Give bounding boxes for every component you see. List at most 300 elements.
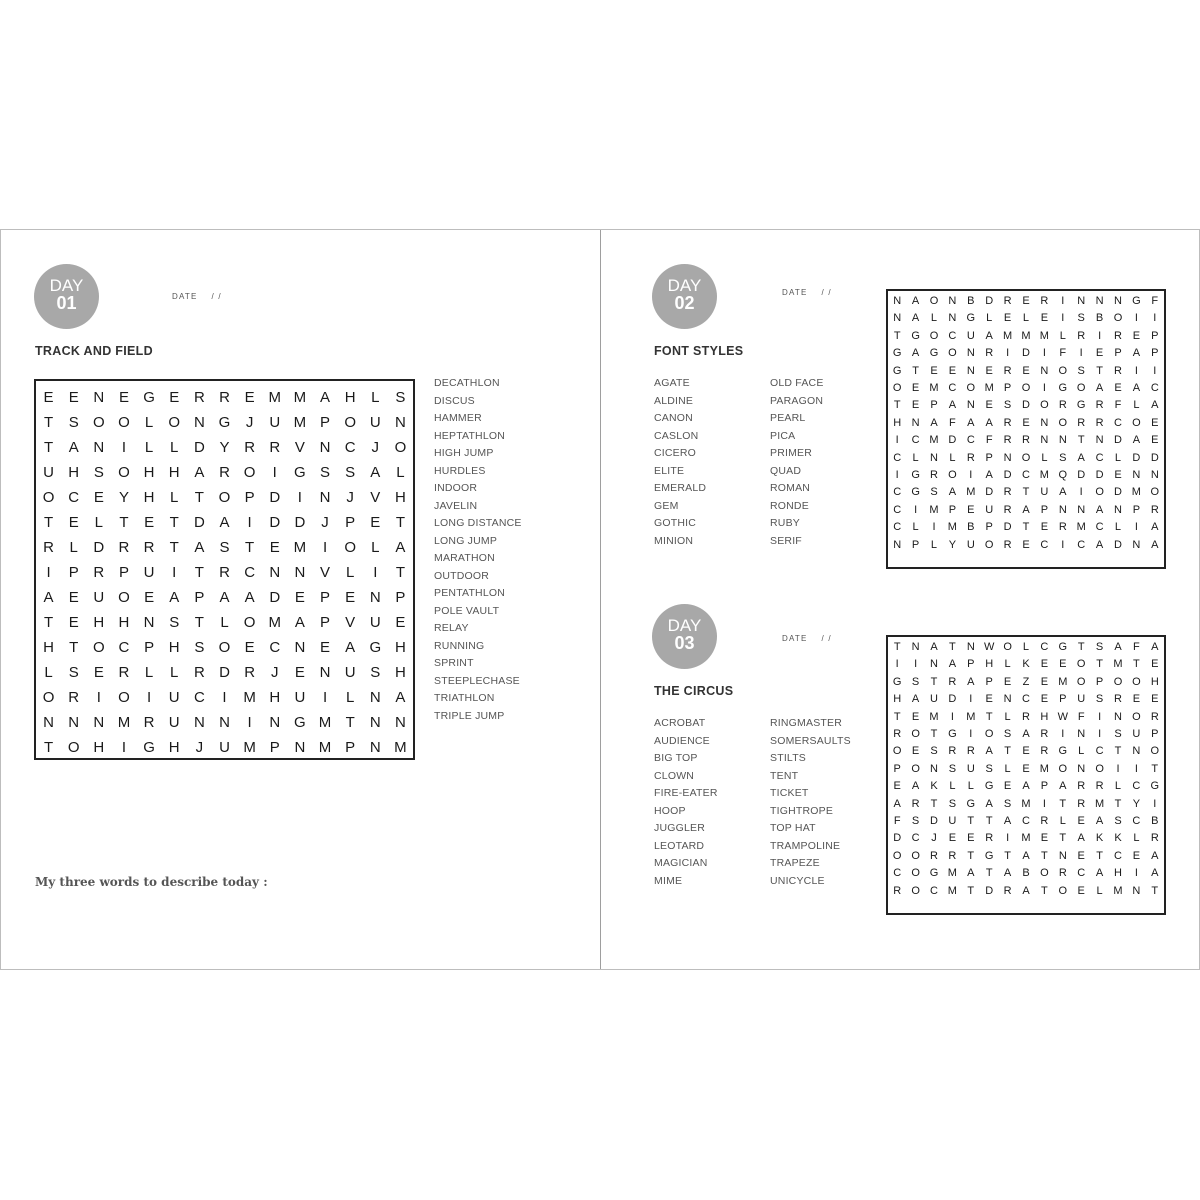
grid-letter[interactable]: N [930, 762, 938, 775]
grid-letter[interactable]: N [1077, 728, 1086, 741]
grid-letter[interactable]: H [1114, 867, 1122, 880]
grid-letter[interactable]: G [892, 675, 902, 688]
grid-letter[interactable]: E [93, 489, 104, 506]
grid-letter[interactable]: T [1114, 797, 1122, 810]
grid-letter[interactable]: N [966, 347, 975, 360]
grid-letter[interactable]: U [966, 762, 975, 775]
grid-letter[interactable]: S [370, 664, 381, 681]
grid-letter[interactable]: E [244, 639, 255, 656]
grid-letter[interactable]: I [121, 439, 127, 456]
grid-letter[interactable]: J [371, 439, 380, 456]
grid-letter[interactable]: N [193, 714, 205, 731]
grid-letter[interactable]: L [986, 312, 993, 325]
grid-letter[interactable]: R [1003, 416, 1012, 429]
grid-letter[interactable]: N [930, 451, 938, 464]
grid-letter[interactable]: O [1132, 710, 1141, 723]
grid-letter[interactable]: R [1077, 416, 1086, 429]
grid-letter[interactable]: D [893, 832, 902, 845]
grid-letter[interactable]: M [293, 389, 307, 406]
grid-letter[interactable]: A [1022, 849, 1030, 862]
grid-letter[interactable]: E [1003, 780, 1012, 793]
grid-letter[interactable]: C [893, 486, 902, 499]
grid-letter[interactable]: E [1003, 675, 1012, 688]
grid-letter[interactable]: N [294, 564, 306, 581]
grid-letter[interactable]: O [1095, 762, 1104, 775]
grid-letter[interactable]: L [1133, 399, 1140, 412]
grid-letter[interactable]: O [984, 728, 994, 741]
grid-letter[interactable]: A [1022, 728, 1030, 741]
grid-letter[interactable]: I [1042, 347, 1046, 360]
grid-letter[interactable]: A [1151, 849, 1159, 862]
grid-letter[interactable]: T [967, 815, 975, 828]
grid-letter[interactable]: R [985, 347, 994, 360]
grid-letter[interactable]: M [1039, 469, 1049, 482]
grid-letter[interactable]: G [948, 728, 957, 741]
grid-letter[interactable]: R [948, 849, 957, 862]
grid-letter[interactable]: U [43, 464, 54, 481]
grid-letter[interactable]: R [948, 675, 957, 688]
grid-letter[interactable]: N [1114, 295, 1122, 307]
grid-letter[interactable]: N [93, 714, 105, 731]
grid-letter[interactable]: A [1022, 780, 1030, 793]
grid-letter[interactable]: E [911, 710, 920, 723]
grid-letter[interactable]: T [1022, 486, 1030, 499]
grid-letter[interactable]: E [144, 589, 155, 606]
grid-letter[interactable]: C [911, 434, 920, 447]
grid-letter[interactable]: G [294, 714, 306, 731]
grid-letter[interactable]: A [911, 295, 920, 307]
grid-letter[interactable]: U [985, 503, 994, 516]
grid-letter[interactable]: S [911, 815, 920, 828]
grid-letter[interactable]: U [168, 714, 180, 731]
grid-letter[interactable]: J [195, 739, 204, 756]
grid-letter[interactable]: A [1095, 867, 1104, 880]
grid-letter[interactable]: P [1151, 728, 1159, 741]
grid-letter[interactable]: R [219, 464, 230, 481]
grid-letter[interactable]: U [219, 739, 230, 756]
grid-letter[interactable]: E [1095, 347, 1104, 360]
grid-letter[interactable]: N [1132, 745, 1141, 758]
grid-letter[interactable]: T [395, 564, 405, 581]
grid-letter[interactable]: O [948, 347, 957, 360]
grid-letter[interactable]: O [1058, 364, 1068, 377]
grid-letter[interactable]: G [1058, 382, 1068, 395]
grid-letter[interactable]: O [1113, 312, 1123, 325]
grid-letter[interactable]: T [1133, 658, 1140, 671]
grid-letter[interactable]: P [893, 762, 901, 775]
grid-letter[interactable]: H [43, 639, 54, 656]
grid-letter[interactable]: A [985, 329, 993, 342]
grid-letter[interactable]: M [966, 486, 976, 499]
grid-letter[interactable]: L [94, 514, 103, 531]
grid-letter[interactable]: T [1004, 745, 1011, 758]
grid-letter[interactable]: R [1003, 503, 1012, 516]
grid-letter[interactable]: E [269, 539, 280, 556]
grid-letter[interactable]: L [912, 521, 919, 534]
grid-letter[interactable]: D [1114, 486, 1122, 499]
grid-letter[interactable]: K [1114, 832, 1122, 845]
grid-letter[interactable]: D [93, 539, 105, 556]
grid-letter[interactable]: T [345, 714, 355, 731]
grid-letter[interactable]: H [168, 739, 180, 756]
grid-letter[interactable]: T [967, 849, 975, 862]
grid-letter[interactable]: M [1003, 329, 1013, 342]
grid-letter[interactable]: G [1132, 295, 1141, 307]
grid-letter[interactable]: A [948, 658, 957, 671]
grid-letter[interactable]: L [1114, 451, 1122, 464]
word-search-grid-day1[interactable] [34, 379, 415, 760]
grid-letter[interactable]: G [892, 364, 902, 377]
grid-letter[interactable]: L [1022, 312, 1030, 325]
grid-letter[interactable]: R [893, 884, 902, 897]
grid-letter[interactable]: L [1041, 451, 1048, 464]
grid-letter[interactable]: O [911, 849, 920, 862]
grid-letter[interactable]: R [68, 689, 80, 706]
grid-letter[interactable]: L [1096, 884, 1103, 897]
grid-letter[interactable]: G [1058, 641, 1068, 653]
grid-letter[interactable]: E [1040, 675, 1049, 688]
grid-letter[interactable]: L [371, 539, 380, 556]
grid-letter[interactable]: E [1003, 312, 1012, 325]
grid-letter[interactable]: R [1003, 295, 1012, 307]
grid-letter[interactable]: C [893, 451, 902, 464]
grid-letter[interactable]: T [1022, 521, 1030, 534]
grid-letter[interactable]: O [929, 329, 939, 342]
grid-letter[interactable]: L [144, 664, 154, 681]
grid-letter[interactable]: I [247, 514, 252, 531]
grid-letter[interactable]: I [172, 564, 177, 581]
grid-letter[interactable]: A [1022, 503, 1030, 516]
grid-letter[interactable]: T [1041, 849, 1048, 862]
grid-letter[interactable]: A [930, 416, 938, 429]
grid-letter[interactable]: P [1132, 503, 1141, 516]
grid-letter[interactable]: M [1113, 658, 1123, 671]
grid-letter[interactable]: D [269, 514, 281, 531]
grid-letter[interactable]: O [42, 489, 55, 506]
grid-letter[interactable]: I [1061, 728, 1065, 741]
grid-letter[interactable]: A [370, 464, 381, 481]
grid-letter[interactable]: E [1077, 884, 1085, 897]
grid-letter[interactable]: E [893, 780, 901, 793]
grid-letter[interactable]: A [985, 416, 993, 429]
grid-letter[interactable]: E [985, 364, 993, 377]
grid-letter[interactable]: N [294, 739, 306, 756]
grid-letter[interactable]: E [93, 664, 104, 681]
grid-letter[interactable]: M [947, 884, 957, 897]
grid-letter[interactable]: T [893, 641, 901, 653]
grid-letter[interactable]: P [118, 564, 129, 581]
grid-letter[interactable]: N [319, 664, 331, 681]
grid-letter[interactable]: T [893, 710, 901, 723]
grid-letter[interactable]: S [1003, 399, 1012, 412]
grid-letter[interactable]: S [320, 464, 331, 481]
grid-letter[interactable]: Y [1132, 797, 1141, 810]
grid-letter[interactable]: L [44, 664, 53, 681]
grid-letter[interactable]: O [168, 414, 181, 431]
grid-letter[interactable]: C [193, 689, 205, 706]
grid-letter[interactable]: N [1132, 538, 1141, 551]
grid-letter[interactable]: D [193, 439, 205, 456]
grid-letter[interactable]: L [345, 689, 355, 706]
grid-letter[interactable]: I [46, 564, 51, 581]
grid-letter[interactable]: N [1150, 469, 1159, 482]
grid-letter[interactable]: N [966, 364, 975, 377]
grid-letter[interactable]: G [369, 639, 382, 656]
grid-letter[interactable]: C [1077, 867, 1086, 880]
grid-letter[interactable]: T [69, 639, 79, 656]
grid-letter[interactable]: E [345, 589, 356, 606]
grid-letter[interactable]: G [1150, 780, 1160, 793]
grid-letter[interactable]: G [911, 469, 920, 482]
grid-letter[interactable]: R [1150, 832, 1159, 845]
grid-letter[interactable]: A [985, 745, 993, 758]
grid-letter[interactable]: O [1113, 675, 1123, 688]
grid-letter[interactable]: T [1059, 832, 1067, 845]
grid-letter[interactable]: C [911, 832, 920, 845]
grid-letter[interactable]: T [1151, 884, 1159, 897]
grid-letter[interactable]: L [170, 439, 179, 456]
grid-letter[interactable]: E [294, 589, 305, 606]
grid-letter[interactable]: S [345, 464, 356, 481]
grid-letter[interactable]: N [68, 714, 80, 731]
grid-letter[interactable]: A [68, 439, 79, 456]
grid-letter[interactable]: C [1077, 538, 1086, 551]
grid-letter[interactable]: E [1151, 434, 1159, 447]
grid-letter[interactable]: E [985, 399, 993, 412]
grid-letter[interactable]: I [1061, 312, 1065, 325]
grid-letter[interactable]: O [1132, 416, 1141, 429]
grid-letter[interactable]: F [1151, 295, 1159, 307]
grid-letter[interactable]: O [911, 762, 920, 775]
grid-letter[interactable]: N [395, 714, 406, 731]
grid-letter[interactable]: H [395, 664, 406, 681]
grid-letter[interactable]: C [948, 329, 957, 342]
grid-letter[interactable]: K [930, 780, 938, 793]
grid-letter[interactable]: D [1114, 434, 1122, 447]
grid-letter[interactable]: T [1096, 658, 1103, 671]
grid-letter[interactable]: S [1114, 728, 1122, 741]
grid-letter[interactable]: M [984, 382, 994, 395]
grid-letter[interactable]: A [219, 514, 230, 531]
grid-letter[interactable]: V [345, 614, 356, 631]
grid-letter[interactable]: R [143, 539, 155, 556]
grid-letter[interactable]: E [68, 389, 79, 406]
grid-letter[interactable]: T [1114, 745, 1122, 758]
grid-letter[interactable]: O [892, 849, 902, 862]
grid-letter[interactable]: G [929, 867, 939, 880]
grid-letter[interactable]: L [144, 414, 154, 431]
grid-letter[interactable]: O [1003, 641, 1012, 653]
grid-letter[interactable]: O [394, 439, 407, 456]
grid-letter[interactable]: I [1153, 364, 1157, 377]
grid-letter[interactable]: N [1114, 503, 1122, 516]
grid-letter[interactable]: E [294, 664, 305, 681]
grid-letter[interactable]: R [930, 469, 938, 482]
grid-letter[interactable]: N [1040, 434, 1049, 447]
grid-letter[interactable]: N [1040, 364, 1049, 377]
grid-letter[interactable]: A [1077, 451, 1085, 464]
grid-letter[interactable]: N [966, 399, 975, 412]
grid-letter[interactable]: S [911, 675, 920, 688]
grid-letter[interactable]: C [244, 564, 256, 581]
grid-letter[interactable]: T [893, 399, 901, 412]
grid-letter[interactable]: A [1095, 538, 1104, 551]
grid-letter[interactable]: R [1003, 884, 1012, 897]
grid-letter[interactable]: U [269, 414, 281, 431]
grid-letter[interactable]: E [1132, 693, 1141, 706]
grid-letter[interactable]: H [985, 658, 994, 671]
grid-letter[interactable]: F [893, 815, 901, 828]
grid-letter[interactable]: A [1151, 399, 1159, 412]
grid-letter[interactable]: A [194, 464, 205, 481]
grid-letter[interactable]: R [219, 564, 230, 581]
grid-letter[interactable]: R [244, 664, 256, 681]
grid-letter[interactable]: N [1003, 451, 1012, 464]
grid-letter[interactable]: J [931, 832, 937, 845]
grid-letter[interactable]: C [1095, 521, 1104, 534]
grid-letter[interactable]: R [93, 564, 105, 581]
grid-letter[interactable]: A [1059, 486, 1067, 499]
grid-letter[interactable]: A [893, 797, 901, 810]
grid-letter[interactable]: R [930, 849, 938, 862]
grid-letter[interactable]: E [43, 389, 54, 406]
grid-letter[interactable]: H [93, 739, 105, 756]
grid-letter[interactable]: P [194, 589, 205, 606]
grid-letter[interactable]: R [893, 728, 902, 741]
grid-letter[interactable]: E [930, 364, 938, 377]
grid-letter[interactable]: N [1003, 693, 1012, 706]
grid-letter[interactable]: T [194, 489, 204, 506]
grid-letter[interactable]: P [395, 589, 406, 606]
grid-letter[interactable]: A [1151, 538, 1159, 551]
grid-letter[interactable]: L [1004, 658, 1011, 671]
grid-letter[interactable]: A [395, 689, 406, 706]
grid-letter[interactable]: P [948, 503, 957, 516]
grid-letter[interactable]: H [118, 614, 130, 631]
grid-letter[interactable]: T [1041, 884, 1048, 897]
grid-letter[interactable]: A [1151, 641, 1159, 653]
grid-letter[interactable]: N [1095, 295, 1104, 307]
grid-letter[interactable]: P [345, 514, 356, 531]
grid-letter[interactable]: R [1150, 503, 1159, 516]
grid-letter[interactable]: A [967, 675, 975, 688]
grid-letter[interactable]: T [194, 564, 204, 581]
grid-letter[interactable]: Q [1058, 469, 1068, 482]
grid-letter[interactable]: T [43, 514, 54, 531]
grid-letter[interactable]: N [1077, 503, 1086, 516]
grid-letter[interactable]: M [1131, 486, 1141, 499]
grid-letter[interactable]: N [294, 639, 306, 656]
grid-letter[interactable]: D [930, 815, 938, 828]
grid-letter[interactable]: I [1061, 538, 1065, 551]
grid-letter[interactable]: O [929, 295, 939, 307]
grid-letter[interactable]: N [319, 439, 331, 456]
grid-letter[interactable]: L [912, 451, 919, 464]
grid-letter[interactable]: M [243, 739, 256, 756]
grid-letter[interactable]: A [1059, 780, 1067, 793]
grid-letter[interactable]: D [193, 514, 205, 531]
grid-letter[interactable]: P [967, 658, 975, 671]
grid-letter[interactable]: O [1095, 486, 1104, 499]
grid-letter[interactable]: R [1114, 693, 1122, 706]
grid-letter[interactable]: P [320, 614, 331, 631]
grid-letter[interactable]: H [893, 693, 902, 706]
grid-letter[interactable]: U [93, 589, 105, 606]
grid-letter[interactable]: M [947, 521, 957, 534]
grid-letter[interactable]: A [1132, 347, 1141, 360]
grid-letter[interactable]: L [170, 664, 179, 681]
grid-letter[interactable]: L [220, 614, 229, 631]
grid-letter[interactable]: U [966, 538, 975, 551]
grid-letter[interactable]: O [118, 689, 130, 706]
grid-letter[interactable]: E [1040, 521, 1049, 534]
date-field-day1[interactable] [172, 292, 222, 301]
grid-letter[interactable]: L [949, 780, 956, 793]
grid-letter[interactable]: U [369, 414, 381, 431]
grid-letter[interactable]: S [169, 614, 180, 631]
grid-letter[interactable]: O [1021, 382, 1031, 395]
grid-letter[interactable]: A [911, 780, 920, 793]
grid-letter[interactable]: L [1022, 641, 1030, 653]
grid-letter[interactable]: S [395, 389, 406, 406]
grid-letter[interactable]: C [68, 489, 80, 506]
grid-letter[interactable]: T [967, 884, 975, 897]
grid-letter[interactable]: H [168, 639, 180, 656]
grid-letter[interactable]: N [319, 489, 331, 506]
grid-letter[interactable]: M [1058, 675, 1068, 688]
grid-letter[interactable]: E [169, 389, 180, 406]
grid-letter[interactable]: A [1095, 815, 1104, 828]
grid-letter[interactable]: S [1077, 312, 1085, 325]
grid-letter[interactable]: A [1077, 832, 1085, 845]
grid-letter[interactable]: Y [219, 439, 230, 456]
grid-letter[interactable]: M [394, 739, 407, 756]
grid-letter[interactable]: A [930, 641, 938, 653]
grid-letter[interactable]: L [170, 489, 179, 506]
grid-letter[interactable]: O [1058, 762, 1068, 775]
grid-letter[interactable]: N [893, 538, 902, 551]
grid-letter[interactable]: D [1003, 521, 1012, 534]
grid-letter[interactable]: I [914, 658, 918, 671]
grid-letter[interactable]: F [1114, 399, 1122, 412]
grid-letter[interactable]: E [1022, 364, 1030, 377]
grid-letter[interactable]: N [1040, 416, 1049, 429]
grid-letter[interactable]: I [1134, 312, 1138, 325]
grid-letter[interactable]: E [395, 614, 406, 631]
grid-letter[interactable]: T [194, 614, 204, 631]
grid-letter[interactable]: N [143, 614, 155, 631]
grid-letter[interactable]: F [1077, 710, 1085, 723]
grid-letter[interactable]: H [143, 464, 155, 481]
grid-letter[interactable]: N [948, 295, 957, 307]
grid-letter[interactable]: S [1003, 797, 1012, 810]
grid-letter[interactable]: O [218, 489, 231, 506]
grid-letter[interactable]: I [950, 710, 954, 723]
grid-letter[interactable]: A [43, 589, 54, 606]
grid-letter[interactable]: L [1114, 780, 1122, 793]
grid-letter[interactable]: G [966, 312, 976, 325]
grid-letter[interactable]: R [1022, 434, 1030, 447]
grid-letter[interactable]: P [985, 451, 993, 464]
grid-letter[interactable]: N [93, 439, 105, 456]
grid-letter[interactable]: U [1077, 693, 1086, 706]
grid-letter[interactable]: L [1059, 329, 1066, 342]
grid-letter[interactable]: M [1113, 884, 1123, 897]
grid-letter[interactable]: R [43, 539, 54, 556]
grid-letter[interactable]: M [929, 434, 939, 447]
grid-letter[interactable]: T [930, 728, 938, 741]
grid-letter[interactable]: C [966, 434, 975, 447]
